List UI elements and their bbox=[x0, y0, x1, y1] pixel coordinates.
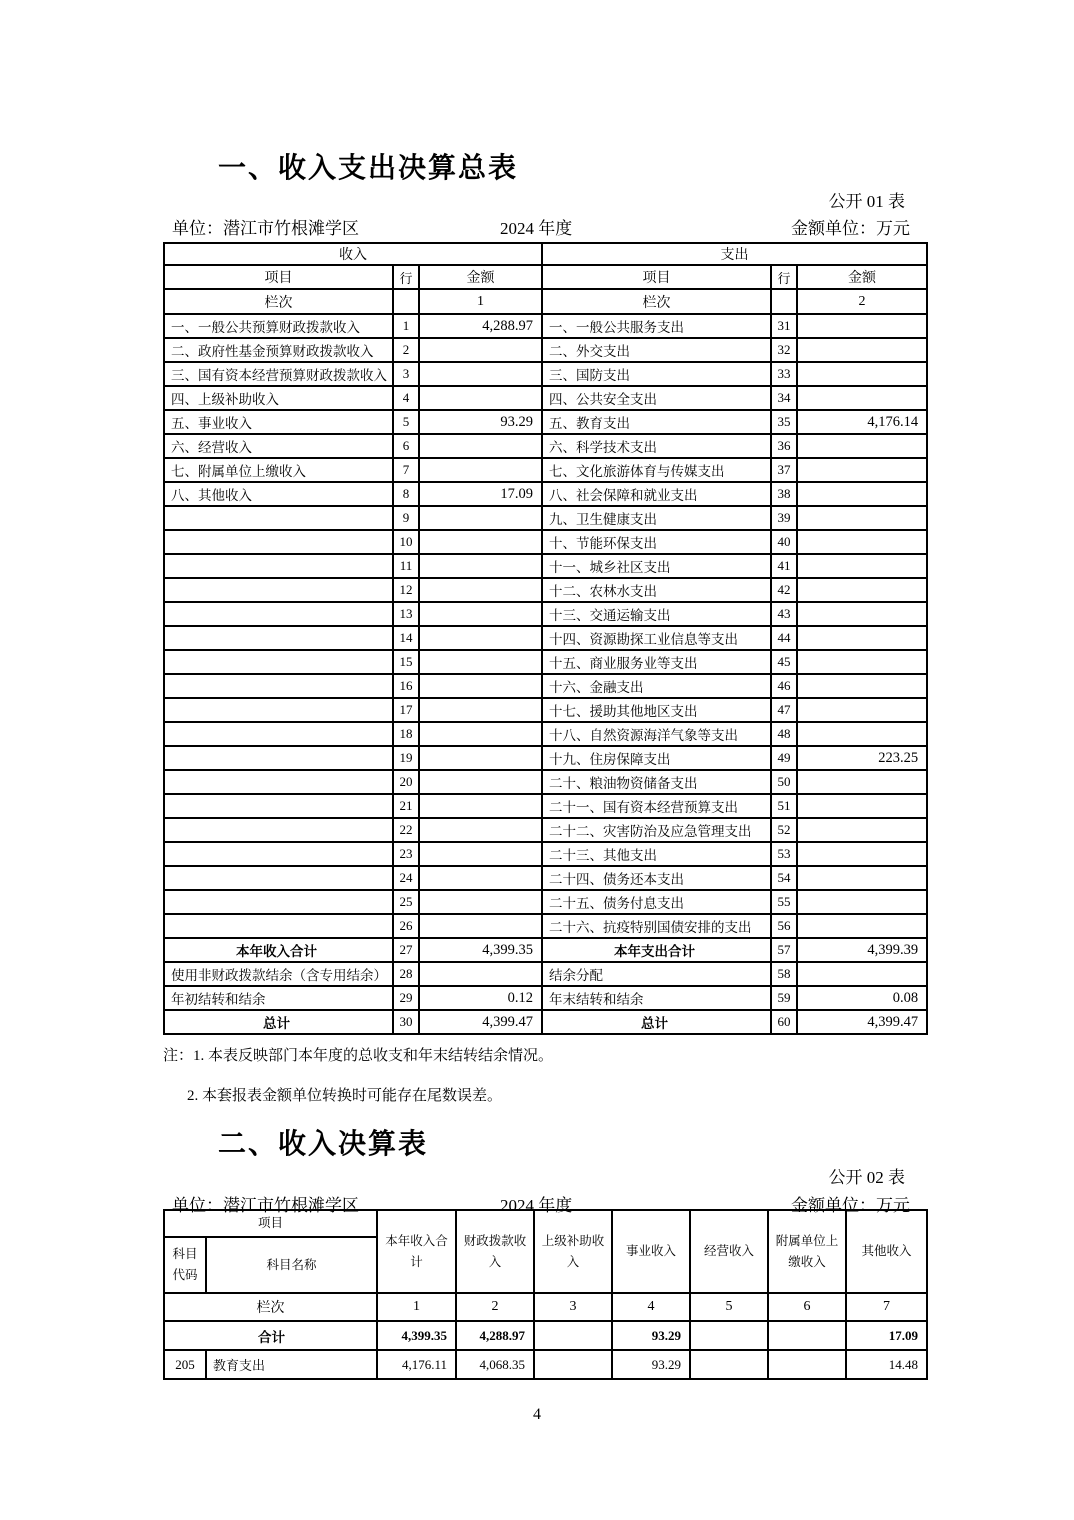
income-item-cell bbox=[164, 794, 393, 818]
expense-amount-cell bbox=[797, 818, 927, 842]
income-item-cell bbox=[164, 602, 393, 626]
section1-year-label: 2024 年度 bbox=[500, 219, 573, 238]
lanci-col-1: 1 bbox=[377, 1293, 456, 1321]
income-amount-cell bbox=[419, 818, 542, 842]
section1-table-label: 公开 01 表 bbox=[828, 192, 905, 211]
expense-line-cell: 60 bbox=[771, 1010, 797, 1034]
expense-line-col-header: 行 bbox=[771, 265, 797, 289]
expense-line-cell: 40 bbox=[771, 530, 797, 554]
total-row-label: 合计 bbox=[164, 1321, 377, 1350]
expense-item-cell: 九、卫生健康支出 bbox=[542, 506, 771, 530]
income-line-cell: 15 bbox=[393, 650, 419, 674]
expense-line-cell: 55 bbox=[771, 890, 797, 914]
expense-line-cell: 37 bbox=[771, 458, 797, 482]
expense-amount-cell bbox=[797, 602, 927, 626]
expense-amount-cell bbox=[797, 458, 927, 482]
expense-amount-cell: 4,176.14 bbox=[797, 410, 927, 434]
income-line-cell: 30 bbox=[393, 1010, 419, 1034]
expense-amount-cell bbox=[797, 314, 927, 338]
income-amount-cell bbox=[419, 674, 542, 698]
expense-item-col-header: 项目 bbox=[542, 265, 771, 289]
income-item-cell bbox=[164, 578, 393, 602]
expense-amount-cell bbox=[797, 842, 927, 866]
income-line-cell: 11 bbox=[393, 554, 419, 578]
income-item-cell bbox=[164, 770, 393, 794]
income-item-cell bbox=[164, 746, 393, 770]
expense-line-cell: 51 bbox=[771, 794, 797, 818]
income-amount-cell bbox=[419, 506, 542, 530]
income-line-cell: 16 bbox=[393, 674, 419, 698]
expense-line-cell: 44 bbox=[771, 626, 797, 650]
expense-line-cell: 58 bbox=[771, 962, 797, 986]
expense-amount-cell bbox=[797, 362, 927, 386]
total-amount-cell bbox=[768, 1321, 846, 1350]
income-amount-cell bbox=[768, 1350, 846, 1379]
income-line-cell: 18 bbox=[393, 722, 419, 746]
expense-amount-cell bbox=[797, 578, 927, 602]
section2-year-label: 2024 年度 bbox=[500, 1196, 573, 1215]
col-header-affiliated: 附属单位上缴收入 bbox=[768, 1210, 846, 1293]
income-amount-cell: 4,068.35 bbox=[456, 1350, 534, 1379]
note-1: 注：1. 本表反映部门本年度的总收支和年末结转结余情况。 bbox=[163, 1048, 554, 1064]
section1-title: 一、收入支出决算总表 bbox=[218, 152, 519, 183]
income-item-cell bbox=[164, 674, 393, 698]
expense-item-cell: 十三、交通运输支出 bbox=[542, 602, 771, 626]
expense-item-cell: 十一、城乡社区支出 bbox=[542, 554, 771, 578]
section2-unit-label: 单位：潜江市竹根滩学区 bbox=[172, 1196, 359, 1215]
summary-table-row bbox=[164, 794, 927, 818]
lanci-col-6: 6 bbox=[768, 1293, 846, 1321]
income-amount-cell bbox=[419, 650, 542, 674]
summary-table-row bbox=[164, 674, 927, 698]
income-table bbox=[163, 1209, 928, 1380]
summary-table-row bbox=[164, 362, 927, 386]
expense-amount-cell: 0.08 bbox=[797, 986, 927, 1010]
expense-group-header: 支出 bbox=[542, 243, 927, 265]
income-item-cell: 六、经营收入 bbox=[164, 434, 393, 458]
income-line-cell: 19 bbox=[393, 746, 419, 770]
income-amount-cell bbox=[419, 866, 542, 890]
expense-item-cell: 六、科学技术支出 bbox=[542, 434, 771, 458]
expense-item-cell: 二十四、债务还本支出 bbox=[542, 866, 771, 890]
note-2: 2. 本套报表金额单位转换时可能存在尾数误差。 bbox=[187, 1088, 503, 1104]
income-table-head bbox=[164, 1210, 927, 1350]
income-amount-cell bbox=[419, 770, 542, 794]
expense-line-cell: 49 bbox=[771, 746, 797, 770]
expense-item-cell: 四、公共安全支出 bbox=[542, 386, 771, 410]
summary-table-row bbox=[164, 842, 927, 866]
subject-code-header: 科目代码 bbox=[164, 1237, 206, 1293]
expense-amount-cell bbox=[797, 962, 927, 986]
expense-amount-cell bbox=[797, 770, 927, 794]
expense-amount-cell bbox=[797, 890, 927, 914]
income-item-cell bbox=[164, 650, 393, 674]
income-amount-cell bbox=[419, 530, 542, 554]
income-amount-col-header: 金额 bbox=[419, 265, 542, 289]
expense-amount-cell bbox=[797, 866, 927, 890]
expense-line-cell: 32 bbox=[771, 338, 797, 362]
summary-table-row bbox=[164, 650, 927, 674]
summary-table-row bbox=[164, 338, 927, 362]
expense-item-cell: 十九、住房保障支出 bbox=[542, 746, 771, 770]
summary-table-row bbox=[164, 434, 927, 458]
income-amount-cell: 4,399.47 bbox=[419, 1010, 542, 1034]
income-line-cell: 20 bbox=[393, 770, 419, 794]
income-line-cell: 12 bbox=[393, 578, 419, 602]
expense-amount-cell bbox=[797, 434, 927, 458]
income-line-cell: 17 bbox=[393, 698, 419, 722]
expense-item-cell: 十、节能环保支出 bbox=[542, 530, 771, 554]
expense-amount-cell: 4,399.47 bbox=[797, 1010, 927, 1034]
income-line-cell: 26 bbox=[393, 914, 419, 938]
expense-item-cell: 一、一般公共服务支出 bbox=[542, 314, 771, 338]
income-line-cell: 4 bbox=[393, 386, 419, 410]
lanci-col-7: 7 bbox=[846, 1293, 927, 1321]
income-item-cell: 四、上级补助收入 bbox=[164, 386, 393, 410]
income-item-cell bbox=[164, 530, 393, 554]
expense-line-cell: 33 bbox=[771, 362, 797, 386]
expense-amount-cell: 223.25 bbox=[797, 746, 927, 770]
expense-item-cell: 十二、农林水支出 bbox=[542, 578, 771, 602]
summary-table-row bbox=[164, 578, 927, 602]
expense-line-cell: 38 bbox=[771, 482, 797, 506]
income-item-col-header: 项目 bbox=[164, 265, 393, 289]
total-amount-cell: 93.29 bbox=[612, 1321, 690, 1350]
expense-line-cell: 36 bbox=[771, 434, 797, 458]
total-amount-cell: 4,288.97 bbox=[456, 1321, 534, 1350]
expense-item-cell: 二十六、抗疫特别国债安排的支出 bbox=[542, 914, 771, 938]
expense-lanci-label: 栏次 bbox=[542, 289, 771, 314]
expense-line-cell: 57 bbox=[771, 938, 797, 962]
income-item-cell bbox=[164, 506, 393, 530]
summary-table-row bbox=[164, 530, 927, 554]
summary-table-row bbox=[164, 986, 927, 1010]
income-line-cell: 23 bbox=[393, 842, 419, 866]
income-line-col-header: 行 bbox=[393, 265, 419, 289]
income-amount-cell bbox=[419, 626, 542, 650]
income-amount-cell bbox=[419, 842, 542, 866]
expense-amount-cell bbox=[797, 386, 927, 410]
expense-line-cell: 35 bbox=[771, 410, 797, 434]
income-line-cell: 21 bbox=[393, 794, 419, 818]
expense-item-cell: 十八、自然资源海洋气象等支出 bbox=[542, 722, 771, 746]
col-header-subsidy: 上级补助收入 bbox=[534, 1210, 612, 1293]
expense-item-cell: 十五、商业服务业等支出 bbox=[542, 650, 771, 674]
income-lanci-spacer bbox=[393, 289, 419, 314]
income-item-cell bbox=[164, 818, 393, 842]
summary-table-row bbox=[164, 698, 927, 722]
income-amount-cell bbox=[419, 794, 542, 818]
summary-table-row bbox=[164, 890, 927, 914]
income-amount-cell bbox=[690, 1350, 768, 1379]
income-amount-cell bbox=[419, 386, 542, 410]
lanci-col-2: 2 bbox=[456, 1293, 534, 1321]
expense-item-cell: 十六、金融支出 bbox=[542, 674, 771, 698]
col-header-total: 本年收入合计 bbox=[377, 1210, 456, 1293]
expense-item-cell: 二十、粮油物资储备支出 bbox=[542, 770, 771, 794]
income-item-cell bbox=[164, 866, 393, 890]
income-amount-cell: 4,399.35 bbox=[419, 938, 542, 962]
income-item-cell bbox=[164, 626, 393, 650]
expense-item-cell: 三、国防支出 bbox=[542, 362, 771, 386]
expense-line-cell: 42 bbox=[771, 578, 797, 602]
expense-line-cell: 48 bbox=[771, 722, 797, 746]
summary-table-row bbox=[164, 866, 927, 890]
expense-line-cell: 47 bbox=[771, 698, 797, 722]
total-amount-cell: 4,399.35 bbox=[377, 1321, 456, 1350]
section2-table-label: 公开 02 表 bbox=[828, 1168, 905, 1187]
expense-item-cell: 二十二、灾害防治及应急管理支出 bbox=[542, 818, 771, 842]
income-line-cell: 14 bbox=[393, 626, 419, 650]
summary-table-row bbox=[164, 482, 927, 506]
expense-amount-cell bbox=[797, 506, 927, 530]
income-line-cell: 29 bbox=[393, 986, 419, 1010]
income-item-cell bbox=[164, 890, 393, 914]
income-line-cell: 10 bbox=[393, 530, 419, 554]
income-item-cell bbox=[164, 842, 393, 866]
total-amount-cell bbox=[690, 1321, 768, 1350]
income-amount-cell bbox=[419, 698, 542, 722]
summary-table-row bbox=[164, 938, 927, 962]
income-item-cell: 本年收入合计 bbox=[164, 938, 393, 962]
expense-amount-cell bbox=[797, 698, 927, 722]
section1-unit-label: 单位：潜江市竹根滩学区 bbox=[172, 219, 359, 238]
expense-item-cell: 总计 bbox=[542, 1010, 771, 1034]
section2-amount-unit-label: 金额单位：万元 bbox=[791, 1196, 910, 1215]
expense-amount-cell bbox=[797, 674, 927, 698]
summary-table-row bbox=[164, 914, 927, 938]
summary-table-row bbox=[164, 458, 927, 482]
summary-table-head bbox=[164, 243, 927, 314]
summary-table-row bbox=[164, 962, 927, 986]
expense-line-cell: 53 bbox=[771, 842, 797, 866]
summary-table-row bbox=[164, 506, 927, 530]
expense-lanci-spacer bbox=[771, 289, 797, 314]
income-amount-cell bbox=[419, 434, 542, 458]
expense-amount-cell bbox=[797, 914, 927, 938]
summary-table-row bbox=[164, 386, 927, 410]
income-line-cell: 8 bbox=[393, 482, 419, 506]
page-number: 4 bbox=[533, 1406, 541, 1423]
expense-line-cell: 52 bbox=[771, 818, 797, 842]
expense-item-cell: 二十五、债务付息支出 bbox=[542, 890, 771, 914]
expense-line-cell: 46 bbox=[771, 674, 797, 698]
income-line-cell: 25 bbox=[393, 890, 419, 914]
income-line-cell: 3 bbox=[393, 362, 419, 386]
expense-item-cell: 十七、援助其他地区支出 bbox=[542, 698, 771, 722]
income-amount-cell bbox=[534, 1350, 612, 1379]
expense-item-cell: 十四、资源勘探工业信息等支出 bbox=[542, 626, 771, 650]
summary-table-row bbox=[164, 554, 927, 578]
income-amount-cell bbox=[419, 458, 542, 482]
income-item-cell: 总计 bbox=[164, 1010, 393, 1034]
lanci-col-3: 3 bbox=[534, 1293, 612, 1321]
summary-table-body bbox=[164, 314, 927, 1034]
income-line-cell: 9 bbox=[393, 506, 419, 530]
summary-table-row bbox=[164, 722, 927, 746]
expense-lanci-number: 2 bbox=[797, 289, 927, 314]
total-amount-cell: 17.09 bbox=[846, 1321, 927, 1350]
expense-line-cell: 56 bbox=[771, 914, 797, 938]
expense-line-cell: 34 bbox=[771, 386, 797, 410]
income-line-cell: 6 bbox=[393, 434, 419, 458]
expense-amount-cell bbox=[797, 794, 927, 818]
expense-item-cell: 五、教育支出 bbox=[542, 410, 771, 434]
income-amount-cell: 17.09 bbox=[419, 482, 542, 506]
income-line-cell: 24 bbox=[393, 866, 419, 890]
income-amount-cell bbox=[419, 578, 542, 602]
lanci-col-5: 5 bbox=[690, 1293, 768, 1321]
income-amount-cell: 93.29 bbox=[612, 1350, 690, 1379]
income-item-cell: 一、一般公共预算财政拨款收入 bbox=[164, 314, 393, 338]
expense-item-cell: 二十一、国有资本经营预算支出 bbox=[542, 794, 771, 818]
expense-amount-cell bbox=[797, 530, 927, 554]
income-line-cell: 28 bbox=[393, 962, 419, 986]
total-amount-cell bbox=[534, 1321, 612, 1350]
income-item-cell: 使用非财政拨款结余（含专用结余） bbox=[164, 962, 393, 986]
summary-table bbox=[163, 242, 928, 1035]
income-line-cell: 2 bbox=[393, 338, 419, 362]
income-group-header: 收入 bbox=[164, 243, 542, 265]
income-item-cell: 七、附属单位上缴收入 bbox=[164, 458, 393, 482]
summary-table-row bbox=[164, 626, 927, 650]
expense-line-cell: 43 bbox=[771, 602, 797, 626]
income-amount-cell bbox=[419, 722, 542, 746]
expense-item-cell: 二十三、其他支出 bbox=[542, 842, 771, 866]
expense-line-cell: 50 bbox=[771, 770, 797, 794]
section1-amount-unit-label: 金额单位：万元 bbox=[791, 219, 910, 238]
summary-table-row bbox=[164, 314, 927, 338]
summary-table-row bbox=[164, 602, 927, 626]
income-table-body bbox=[164, 1350, 927, 1379]
income-amount-cell bbox=[419, 890, 542, 914]
summary-table-row bbox=[164, 746, 927, 770]
income-amount-cell: 4,176.11 bbox=[377, 1350, 456, 1379]
income-item-cell: 五、事业收入 bbox=[164, 410, 393, 434]
expense-amount-cell bbox=[797, 338, 927, 362]
expense-line-cell: 31 bbox=[771, 314, 797, 338]
section2-title: 二、收入决算表 bbox=[218, 1128, 429, 1159]
col-header-other: 其他收入 bbox=[846, 1210, 927, 1293]
summary-table-row bbox=[164, 1010, 927, 1034]
income-item-cell: 三、国有资本经营预算财政拨款收入 bbox=[164, 362, 393, 386]
col-header-fiscal: 财政拨款收入 bbox=[456, 1210, 534, 1293]
income-line-cell: 13 bbox=[393, 602, 419, 626]
expense-item-cell: 年末结转和结余 bbox=[542, 986, 771, 1010]
summary-table-row bbox=[164, 410, 927, 434]
income-item-cell: 年初结转和结余 bbox=[164, 986, 393, 1010]
income-amount-cell: 93.29 bbox=[419, 410, 542, 434]
income-amount-cell bbox=[419, 338, 542, 362]
income-amount-cell bbox=[419, 602, 542, 626]
expense-amount-cell bbox=[797, 722, 927, 746]
income-item-cell bbox=[164, 554, 393, 578]
expense-item-cell: 结余分配 bbox=[542, 962, 771, 986]
income-item-cell bbox=[164, 722, 393, 746]
expense-amount-cell bbox=[797, 554, 927, 578]
income-amount-cell bbox=[419, 362, 542, 386]
income-line-cell: 5 bbox=[393, 410, 419, 434]
income-lanci-number: 1 bbox=[419, 289, 542, 314]
income-item-cell: 八、其他收入 bbox=[164, 482, 393, 506]
income-item-cell bbox=[164, 914, 393, 938]
col-header-business: 经营收入 bbox=[690, 1210, 768, 1293]
expense-line-cell: 45 bbox=[771, 650, 797, 674]
income-line-cell: 7 bbox=[393, 458, 419, 482]
expense-item-cell: 八、社会保障和就业支出 bbox=[542, 482, 771, 506]
income-item-cell bbox=[164, 698, 393, 722]
expense-amount-col-header: 金额 bbox=[797, 265, 927, 289]
expense-item-cell: 七、文化旅游体育与传媒支出 bbox=[542, 458, 771, 482]
summary-table-row bbox=[164, 818, 927, 842]
income-line-cell: 22 bbox=[393, 818, 419, 842]
lanci-col-4: 4 bbox=[612, 1293, 690, 1321]
expense-line-cell: 54 bbox=[771, 866, 797, 890]
expense-amount-cell bbox=[797, 482, 927, 506]
expense-line-cell: 59 bbox=[771, 986, 797, 1010]
income-line-cell: 27 bbox=[393, 938, 419, 962]
income-table-lanci-label: 栏次 bbox=[164, 1293, 377, 1321]
income-amount-cell: 4,288.97 bbox=[419, 314, 542, 338]
expense-item-cell: 本年支出合计 bbox=[542, 938, 771, 962]
expense-line-cell: 39 bbox=[771, 506, 797, 530]
expense-amount-cell bbox=[797, 650, 927, 674]
expense-amount-cell: 4,399.39 bbox=[797, 938, 927, 962]
expense-item-cell: 二、外交支出 bbox=[542, 338, 771, 362]
summary-table-row bbox=[164, 770, 927, 794]
subject-name-cell: 教育支出 bbox=[206, 1350, 377, 1379]
income-amount-cell bbox=[419, 962, 542, 986]
income-lanci-label: 栏次 bbox=[164, 289, 393, 314]
income-amount-cell bbox=[419, 746, 542, 770]
income-table-row bbox=[164, 1350, 927, 1379]
expense-line-cell: 41 bbox=[771, 554, 797, 578]
subject-code-cell: 205 bbox=[164, 1350, 206, 1379]
expense-amount-cell bbox=[797, 626, 927, 650]
income-item-cell: 二、政府性基金预算财政拨款收入 bbox=[164, 338, 393, 362]
col-header-operating: 事业收入 bbox=[612, 1210, 690, 1293]
income-amount-cell bbox=[419, 554, 542, 578]
income-amount-cell: 0.12 bbox=[419, 986, 542, 1010]
subject-name-header: 科目名称 bbox=[206, 1237, 377, 1293]
income-line-cell: 1 bbox=[393, 314, 419, 338]
income-amount-cell: 14.48 bbox=[846, 1350, 927, 1379]
income-amount-cell bbox=[419, 914, 542, 938]
project-header: 项目 bbox=[164, 1210, 377, 1237]
